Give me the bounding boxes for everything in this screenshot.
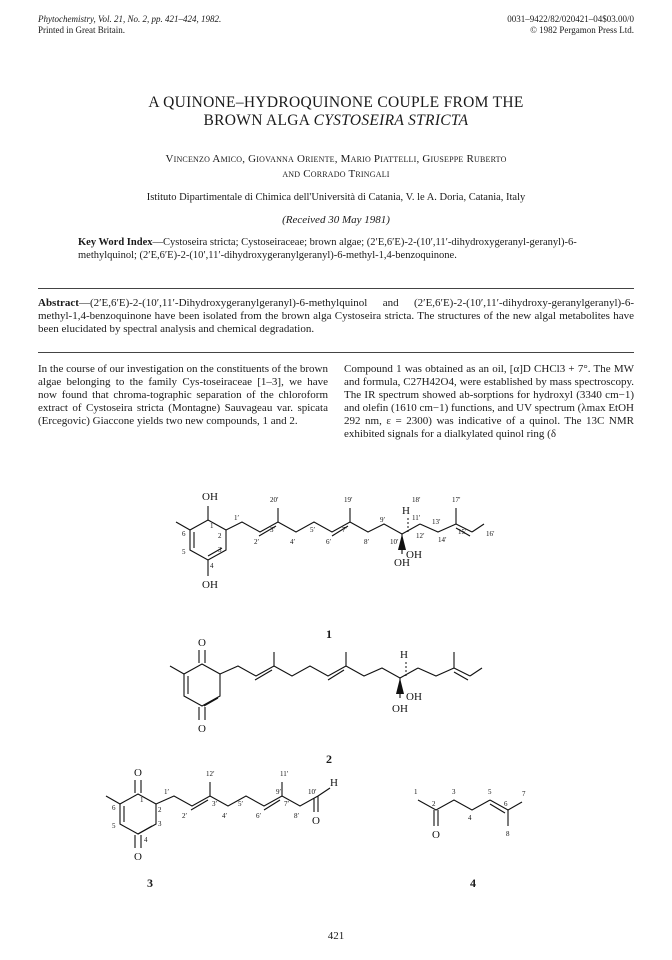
chain-num-9: 9′: [380, 516, 386, 524]
title-species: CYSTOSEIRA STRICTA: [313, 112, 469, 129]
chain-num-9: 9′: [276, 788, 282, 796]
ring-num-5: 5: [182, 548, 186, 556]
chain-num-7: 7′: [342, 526, 348, 534]
body-left-column: In the course of our investigation on the constituents of the brown algae belonging to the family Cys-toseiraceae [1–3], we have now found that chroma-tographic separation of the chloroform extract of Cystoseira stricta (Montagne) Sauvageau var. spicata (Ercegovic) Giaccone yields two new compounds, 1 and 2.: [38, 363, 328, 427]
num-6: 6: [504, 800, 508, 808]
journal-line-2: Printed in Great Britain.: [38, 25, 125, 35]
ring-num-2: 2: [218, 532, 222, 540]
o-bottom: O: [134, 851, 142, 863]
chain-num-8: 8′: [294, 812, 300, 820]
structure-1-label: 1: [326, 627, 332, 641]
structure-3-label: 3: [147, 876, 153, 890]
structure-4-label: 4: [470, 876, 476, 890]
num-5: 5: [488, 788, 492, 796]
ring-num-4: 4: [144, 836, 148, 844]
chain-num-5: 5′: [238, 800, 244, 808]
title-line-2-prefix: BROWN ALGA: [203, 112, 314, 129]
chain-num-3: 3′: [270, 526, 276, 534]
oh-a: OH: [406, 691, 422, 703]
oh-11: OH: [406, 549, 422, 561]
chain-num-19: 19′: [344, 496, 353, 504]
chain-num-6: 6′: [326, 538, 332, 546]
abstract-label: Abstract: [38, 297, 79, 309]
authors-line-1: Vincenzo Amico, Giovanna Oriente, Mario Piattelli, Giuseppe Ruberto: [165, 153, 507, 165]
affiliation: Istituto Dipartimentale di Chimica dell'Università di Catania, V. le A. Doria, Catania, Italy: [146, 192, 526, 203]
received-date: (Received 30 May 1981): [282, 214, 390, 226]
chain-num-12: 12′: [206, 770, 215, 778]
chain-num-16: 16′: [486, 530, 495, 538]
oh-b: OH: [392, 703, 408, 715]
o-top: O: [134, 767, 142, 779]
oh-bottom: OH: [202, 579, 218, 591]
ring-num-1: 1: [210, 522, 214, 530]
authors-line-2: and Corrado Tringali: [282, 168, 390, 180]
num-2: 2: [432, 800, 436, 808]
chain-num-8: 8′: [364, 538, 370, 546]
chain-num-2: 2′: [254, 538, 260, 546]
chain-num-2: 2′: [182, 812, 188, 820]
chain-num-11: 11′: [280, 770, 289, 778]
structure-1: [150, 488, 510, 618]
chain-num-3: 3′: [212, 800, 218, 808]
chain-num-4: 4′: [222, 812, 228, 820]
journal-line-1: Phytochemistry, Vol. 21, No. 2, pp. 421–424, 1982.: [38, 14, 222, 24]
o-top: O: [198, 637, 206, 649]
chain-num-10: 10′: [390, 538, 399, 546]
title-line-2: [0, 112, 672, 130]
chain-num-20: 20′: [270, 496, 279, 504]
keywords-text: —Cystoseira stricta; Cystoseiraceae; brown algae; (2′E,6′E)-2-(10′,11′-dihydroxygeranyl-geranyl)-6-methylquinol; (2′E,6′E)-2-(10′,11′-dihydroxygeranylgeranyl)-6-methyl-1,4-benzoquinone.: [78, 237, 577, 261]
num-8: 8: [506, 830, 510, 838]
copyright-block: [507, 14, 634, 36]
chain-num-18: 18′: [412, 496, 421, 504]
issn-line: 0031–9422/82/020421–04$03.00/0: [507, 14, 634, 24]
keywords: [78, 236, 598, 262]
ring-num-5: 5: [112, 822, 116, 830]
chain-num-5: 5′: [310, 526, 316, 534]
chain-num-6: 6′: [256, 812, 262, 820]
page-number: 421: [327, 930, 345, 942]
journal-citation: [38, 14, 221, 36]
ring-num-3: 3: [158, 820, 162, 828]
chain-num-17: 17′: [452, 496, 461, 504]
num-3: 3: [452, 788, 456, 796]
title-line-1: A QUINONE–HYDROQUINONE COUPLE FROM THE: [148, 94, 524, 111]
paper-title: [0, 94, 672, 130]
keywords-label: Key Word Index: [78, 237, 153, 248]
abstract: [38, 297, 634, 336]
o-ketone: O: [432, 829, 440, 841]
chain-num-15: 15′: [458, 528, 467, 536]
structure-2-label: 2: [326, 752, 332, 766]
chain-num-7: 7′: [284, 800, 290, 808]
abstract-bottom-rule: [38, 352, 634, 353]
ring-num-4: 4: [210, 562, 214, 570]
chain-num-1: 1′: [164, 788, 170, 796]
ring-num-3: 3: [218, 546, 222, 554]
ring-num-1: 1: [140, 796, 144, 804]
ring-num-6: 6: [112, 804, 116, 812]
ring-num-2: 2: [158, 806, 162, 814]
chain-num-13: 13′: [432, 518, 441, 526]
h-aldehyde: H: [330, 777, 338, 789]
h-atom: H: [400, 649, 408, 661]
body-right-column: Compound 1 was obtained as an oil, [α]D CHCl3 + 7°. The MW and formula, C27H42O4, were established by mass spectroscopy. The IR spectrum showed ab-sorptions for hydroxyl (3340 cm−1) and olefin (1610 cm−1) functions, and UV spectrum (λmax EtOH 292 nm, ε = 2300) was indicative of a quinol. The 13C NMR exhibited signals for a dialkylated quinol ring (δ: [344, 363, 634, 440]
structure-2: [150, 636, 510, 746]
abstract-text: —(2′E,6′E)-2-(10′,11′-Dihydroxygeranylgeranyl)-6-methylquinol and (2′E,6′E)-2-(10′,11′-dihydroxy-geranylgeranyl)-6-methyl-1,4-benzoquinone have been isolated from the brown alga Cystoseira stricta. The structures of the new algal metabolites have been elucidated by spectral analysis and chemical degradation.: [38, 297, 634, 335]
oh-top: OH: [202, 491, 218, 503]
chain-num-11: 11′: [412, 514, 421, 522]
num-1: 1: [414, 788, 418, 796]
num-7: 7: [522, 790, 526, 798]
o-bottom: O: [198, 723, 206, 735]
chain-num-1: 1′: [234, 514, 240, 522]
h-atom: H: [402, 505, 410, 517]
ring-num-6: 6: [182, 530, 186, 538]
copyright-line: © 1982 Pergamon Press Ltd.: [530, 25, 634, 35]
o-aldehyde: O: [312, 815, 320, 827]
num-4: 4: [468, 814, 472, 822]
chain-num-10: 10′: [308, 788, 317, 796]
structure-3: [100, 764, 340, 874]
abstract-top-rule: [38, 288, 634, 289]
chain-num-12: 12′: [416, 532, 425, 540]
oh-10: OH: [394, 557, 410, 569]
chain-num-14: 14′: [438, 536, 447, 544]
structure-4: [408, 780, 538, 860]
author-list: [0, 152, 672, 182]
chain-num-4: 4′: [290, 538, 296, 546]
